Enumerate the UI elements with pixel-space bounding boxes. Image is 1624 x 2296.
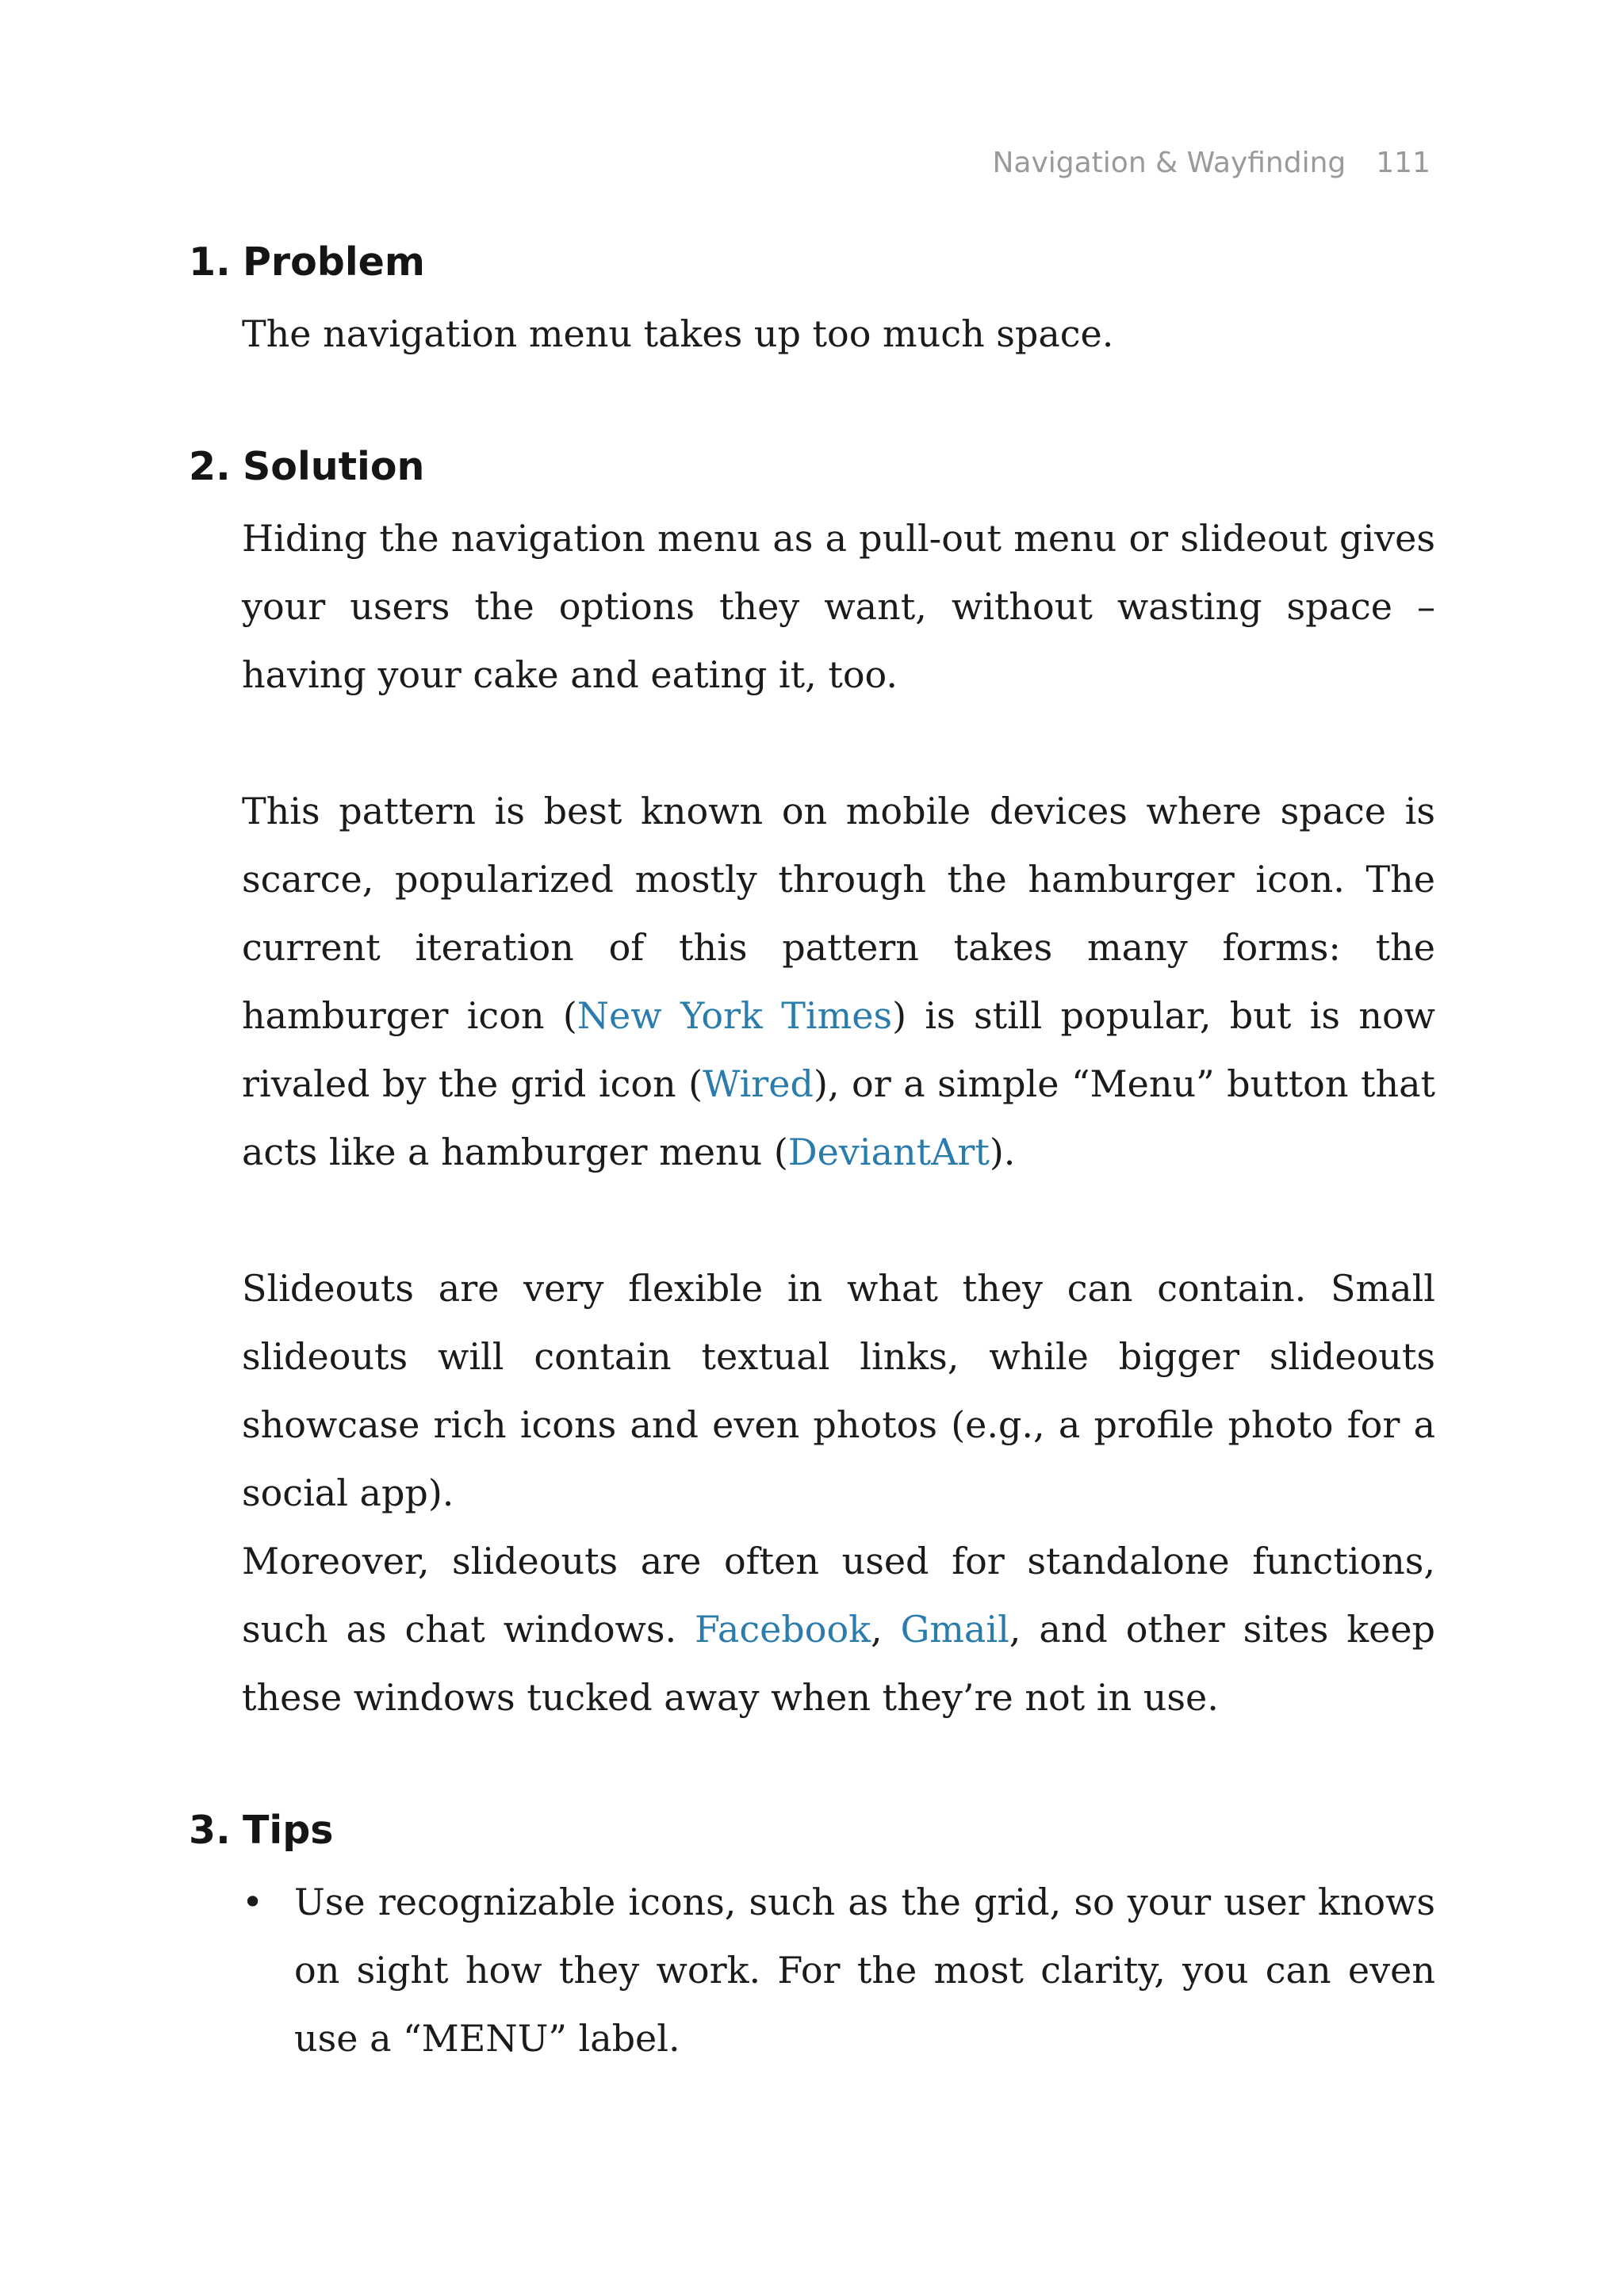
section-number: 3. [189,1808,231,1853]
running-header [992,147,1431,179]
problem-text: The navigation menu takes up too much space. [242,312,1114,355]
page-number: 111 [1376,147,1431,179]
paragraph-text: ), or a simple “Menu” button that acts like a hamburger menu ( [242,1062,1435,1173]
section-number: 2. [189,444,231,489]
bullet-icon: • [242,1881,264,1923]
paragraph-text: , and other sites keep these windows tucked away when they’re not in use. [242,1608,1435,1719]
solution-paragraph-1: Hiding the navigation menu as a pull-out menu or slideout gives your users the options they want, without wasting space – having your cake and eating it, too. [242,517,1435,696]
chapter-title: Navigation & Wayfinding [992,147,1346,179]
section-heading-tips [189,1808,333,1853]
solution-paragraph-3: Slideouts are very flexible in what they can contain. Small slideouts will contain textual links, while bigger slideouts showcase rich icons and even photos (e.g., a profile photo for a social app). [242,1267,1435,1514]
solution-paragraph-4 [242,1527,1435,1732]
section-heading-solution [189,444,424,489]
paragraph-text: , [871,1608,901,1651]
tip-text: Use recognizable icons, such as the grid, so your user knows on sight how they work. For the most clarity, you can even use a “MENU” label. [294,1881,1435,2060]
paragraph-text: This pattern is best known on mobile devices where space is scarce, popularized mostly through the hamburger icon. The current iteration of this pattern takes many forms: the hamburger icon ( [242,790,1435,1037]
link-deviantart[interactable]: DeviantArt [787,1131,990,1173]
link-facebook[interactable]: Facebook [695,1608,871,1651]
section-number: 1. [189,239,231,285]
link-gmail[interactable]: Gmail [900,1608,1009,1651]
tips-list-item [242,1868,1435,2072]
paragraph-text: Moreover, slideouts are often used for standalone functions, such as chat windows. [242,1540,1435,1651]
section-heading-problem [189,239,425,285]
solution-paragraph-2 [242,777,1435,1186]
section-title: Problem [243,239,425,285]
section-title: Tips [243,1808,334,1853]
paragraph-text: ) is still popular, but is now rivaled by the grid icon ( [242,994,1436,1105]
section-title: Solution [243,444,425,489]
paragraph-text: ). [989,1131,1016,1173]
link-wired[interactable]: Wired [703,1062,814,1105]
link-new-york-times[interactable]: New York Times [576,994,893,1037]
